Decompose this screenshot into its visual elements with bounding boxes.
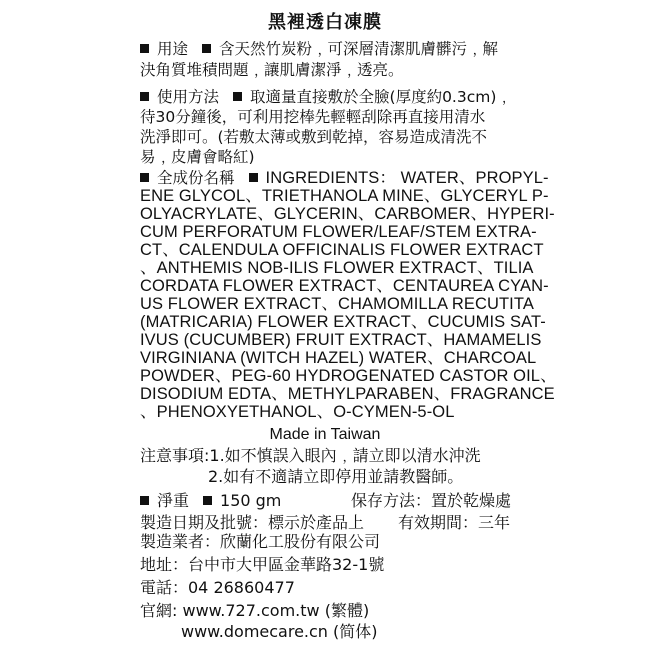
ingredients-line: ENE GLYCOL、TRIETHANOLA MINE、GLYCERYL P- — [140, 187, 549, 205]
bullet-square-icon — [140, 92, 149, 101]
ingredients-text: INGREDIENTS： WATER、PROPYL- — [265, 169, 549, 187]
ingredients-line: DISODIUM EDTA、METHYLPARABEN、FRAGRANCE — [140, 385, 555, 403]
ingredients-line: OLYACRYLATE、GLYCERIN、CARBOMER、HYPERI- — [140, 205, 555, 223]
net-weight-value: 150 gm — [220, 491, 282, 510]
bullet-square-icon — [233, 92, 242, 101]
method-line-2: 待30分鐘後，可利用挖棒先輕輕刮除再直接用清水 — [140, 108, 486, 126]
website-note-traditional: (繁體) — [324, 601, 370, 620]
ingredients-line: (MATRICARIA) FLOWER EXTRACT、CUCUMIS SAT- — [140, 313, 546, 331]
notes-item-1: 1.如不慎誤入眼內﹐請立即以清水沖洗 — [209, 446, 481, 465]
usage-label: 用途 — [157, 40, 189, 58]
bullet-square-icon — [140, 44, 149, 53]
method-line-1 — [140, 88, 512, 106]
bullet-square-icon — [140, 496, 149, 505]
made-in-label: Made in Taiwan — [269, 426, 381, 443]
bullet-square-icon — [249, 173, 258, 182]
ingredients-line: IVUS (CUCUMBER) FRUIT EXTRACT、HAMAMELIS — [140, 331, 542, 349]
manufacturer: 製造業者：欣蘭化工股份有限公司 — [140, 532, 381, 551]
bullet-square-icon — [203, 496, 212, 505]
usage-line-1 — [140, 40, 498, 58]
address: 地址：台中市大甲區金華路32-1號 — [140, 555, 385, 574]
ingredients-label: 全成份名稱 — [157, 169, 235, 187]
usage-line-2: 決角質堆積問題﹐讓肌膚潔淨﹐透亮。 — [140, 61, 404, 79]
website-url-traditional[interactable]: www.727.com.tw — [182, 601, 320, 620]
ingredients-line: CT、CALENDULA OFFICINALIS FLOWER EXTRACT — [140, 241, 544, 259]
method-label: 使用方法 — [157, 88, 220, 106]
method-line-4: 易﹐皮膚會略紅) — [140, 148, 255, 166]
ingredients-line: POWDER、PEG-60 HYDROGENATED CASTOR OIL、 — [140, 367, 557, 385]
manufacture-date: 製造日期及批號：標示於產品上 — [140, 513, 365, 532]
ingredients-line-1 — [140, 169, 549, 187]
website-label: 官網: — [140, 601, 178, 620]
phone: 電話：04 26860477 — [140, 578, 295, 597]
ingredients-line: US FLOWER EXTRACT、CHAMOMILLA RECUTITA — [140, 295, 534, 313]
method-line-3: 洗淨即可。(若敷太薄或敷到乾掉，容易造成清洗不 — [140, 128, 488, 146]
bullet-square-icon — [140, 173, 149, 182]
ingredients-line: VIRGINIANA (WITCH HAZEL) WATER、CHARCOAL — [140, 349, 537, 367]
usage-text: 含天然竹炭粉﹐可深層清潔肌膚髒污﹐解 — [219, 40, 499, 58]
ingredients-line: CUM PERFORATUM FLOWER/LEAF/STEM EXTRA- — [140, 223, 537, 241]
storage-method: 保存方法：置於乾燥處 — [351, 491, 512, 510]
notes-label: 注意事項: — [140, 446, 210, 465]
website-note-simplified: (简体) — [333, 622, 378, 641]
net-weight-row — [140, 491, 281, 511]
net-weight-label: 淨重 — [157, 491, 190, 510]
notes-item-2: 2.如有不適請立即停用並請教醫師。 — [208, 467, 464, 486]
website-row-1 — [140, 601, 369, 621]
method-text: 取適量直接敷於全臉(厚度約0.3cm)﹐ — [250, 88, 512, 106]
ingredients-line: 、ANTHEMIS NOB-ILIS FLOWER EXTRACT、TILIA — [140, 259, 534, 277]
bullet-square-icon — [202, 44, 211, 53]
website-url-simplified[interactable]: www.domecare.cn — [181, 622, 328, 641]
ingredients-line: CORDATA FLOWER EXTRACT、CENTAUREA CYAN- — [140, 277, 549, 295]
product-title: 黑裡透白凍膜 — [268, 12, 382, 33]
expiry-period: 有效期間：三年 — [398, 513, 511, 532]
website-row-2 — [181, 622, 378, 642]
notes-line-1 — [140, 446, 481, 466]
ingredients-line: 、PHENOXYETHANOL、O-CYMEN-5-OL — [140, 403, 455, 421]
